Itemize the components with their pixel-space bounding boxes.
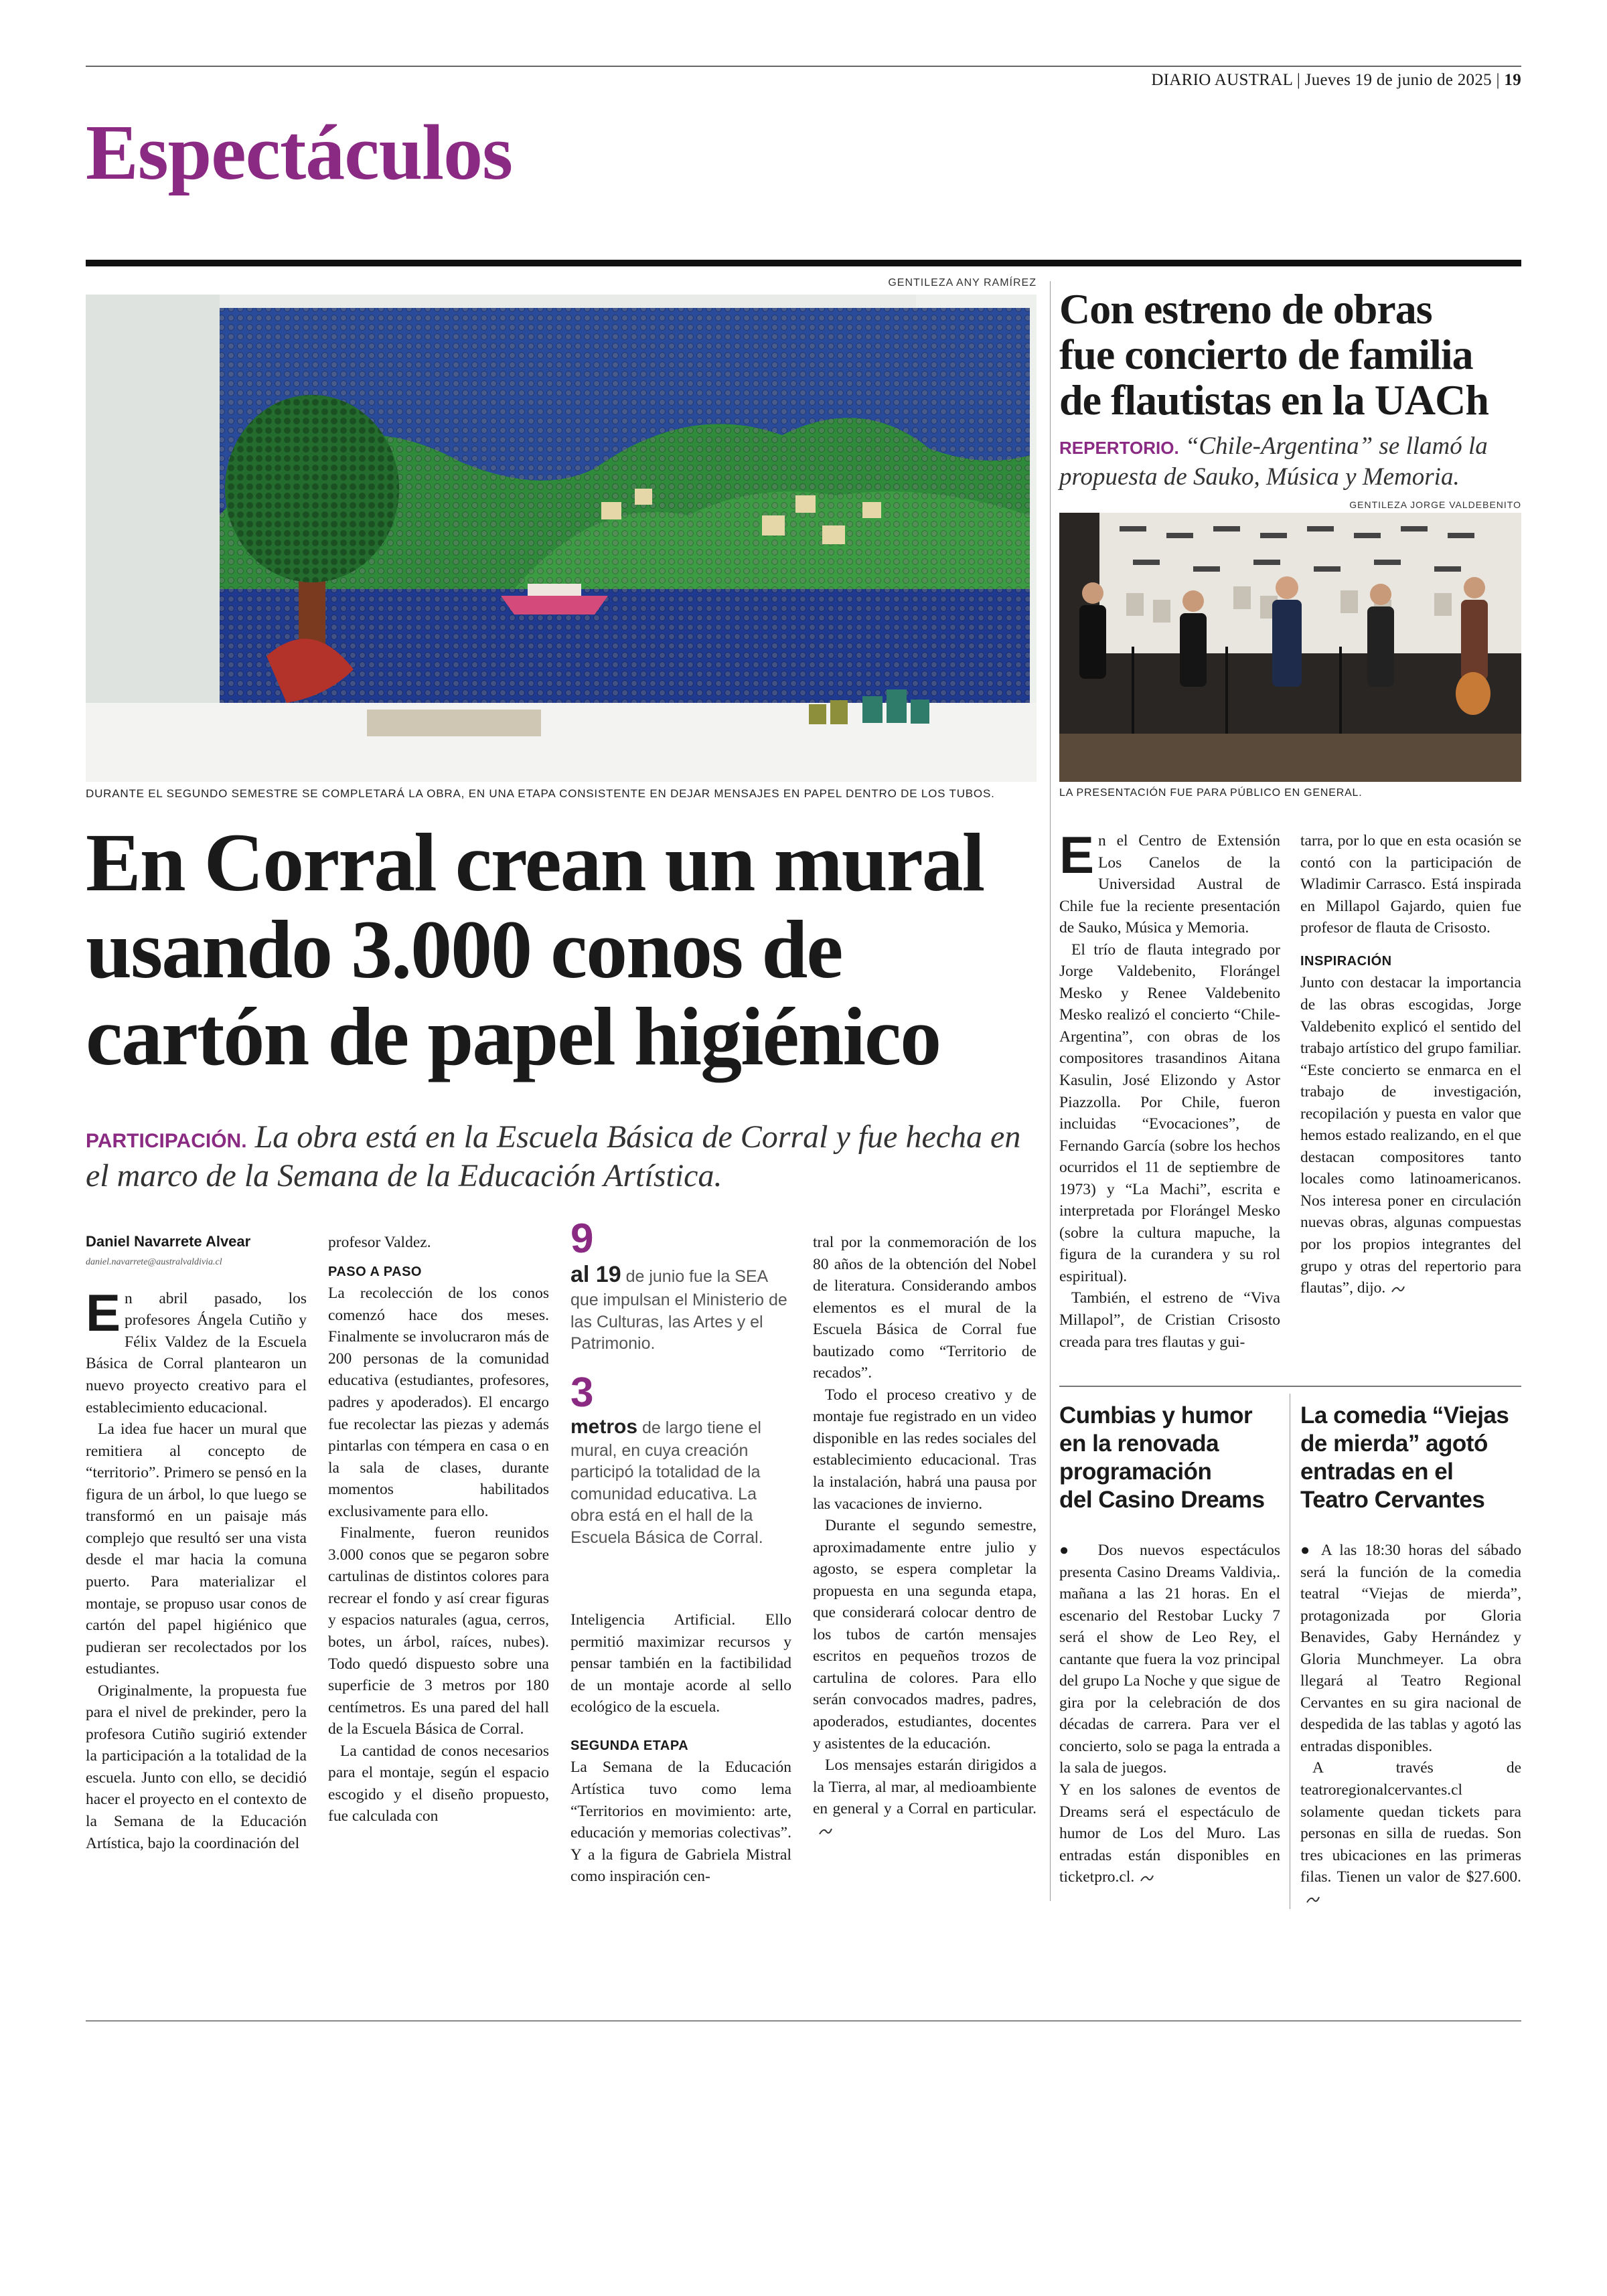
main-col2-subhead: PASO A PASO xyxy=(328,1264,422,1279)
brief2-p1: A las 18:30 horas del sábado será la función de la comedia teatral “Viejas de mierda”, protagonizada por Gloria Benavides, Gaby Hernández y Gloria Munchmeyer. La obra llegará al Teatro Regional Cervantes en su gira nacional de despedida de las tablas y agotó las entradas disponibles. xyxy=(1300,1542,1521,1755)
second-col1-p1: n el Centro de Extensión Los Canelos de la Universidad Austral de Chile fue la reciente presentación de Sauko, Música y Memoria. xyxy=(1059,832,1280,937)
mural-image xyxy=(86,295,1037,782)
drop-cap: E xyxy=(86,1283,121,1342)
main-photo-credit: GENTILEZA ANY RAMÍREZ xyxy=(888,277,1037,289)
page-number: 19 xyxy=(1504,71,1521,89)
second-column-1 xyxy=(1059,825,1280,1353)
main-col4-p2: Todo el proceso creativo y de montaje fue registrado en un video disponible en las redes sociales del establecimiento educacional. Tras la instalación, habrá una pausa por las vacaciones de invierno. xyxy=(813,1386,1037,1513)
second-col1-p3: También, el estreno de “Viva Millapol”, de Cristian Crisosto creada para tres flautas y gui- xyxy=(1059,1289,1280,1351)
brief2-body xyxy=(1300,1540,1521,1910)
bottom-rule xyxy=(86,2020,1521,2022)
main-column-2 xyxy=(328,1232,549,1827)
top-rule xyxy=(86,66,1521,67)
brief1-body xyxy=(1059,1540,1280,1888)
bullet-icon: ● xyxy=(1300,1542,1321,1559)
main-col2-p0: profesor Valdez. xyxy=(328,1234,431,1251)
main-col1-p3: Originalmente, la propuesta fue para el nivel de prekinder, pero la profesora Cutiño sugirió extender la participación a la totalidad de la escuela. Junto con ello, se decidió hacer el proyecto en el contexto de la Semana de la Educación Artística, bajo la coordinación del xyxy=(86,1682,307,1852)
main-col1-p1: n abril pasado, los profesores Ángela Cutiño y Félix Valdez de la Escuela Básica de Corral plantearon un nuevo proyecto creativo para el establecimiento educacional. xyxy=(86,1289,307,1416)
second-deck xyxy=(1059,431,1521,493)
second-col2-p1: tarra, por lo que en esta ocasión se contó con la participación de Wladimir Carrasco. Está inspirada en Millapol Gajardo, quien fue profesor de flauta de Crisosto. xyxy=(1300,832,1521,937)
main-column-1 xyxy=(86,1232,307,1854)
main-column-4 xyxy=(813,1232,1037,1841)
second-photo-caption: LA PRESENTACIÓN FUE PARA PÚBLICO EN GENERAL. xyxy=(1059,787,1363,799)
main-col3-p2: La Semana de la Educación Artística tuvo como lema “Territorios en movimiento: arte, educación y memorias colectivas”. Y a la figura de Gabriela Mistral como inspiración cen- xyxy=(570,1758,791,1886)
fact1-text: de junio fue la SEA que impulsan el Ministerio de las Culturas, las Artes y el Patrimonio. xyxy=(570,1267,787,1354)
brief1-p1: Dos nuevos espectáculos presenta Casino Dreams Valdivia,. mañana a las 21 horas. En el escenario del Restobar Lucky 7 será el show de Leo Rey, el cantante que fuera la voz principal del grupo La Noche y que sigue de gira por la celebración de dos décadas de carrera. Para ver el concierto, solo se paga la entrada a la sala de juegos. xyxy=(1059,1542,1280,1777)
main-headline xyxy=(86,819,984,1081)
second-col2-p2: Junto con destacar la importancia de las obras escogidas, Jorge Valdebenito explicó el sentido del trabajo artístico del grupo familiar. “Este concierto se enmarca en el trabajo de investigación, recopilación y puesta en valor que hemos estado realizando, en el que destacan compositores tanto locales como latinoamericanos. Nos interesa poner en circulación nuevas obras, algunas compuestas por los propios integrantes del grupo y otras del repertorio para flautas”, dijo. xyxy=(1300,974,1521,1297)
concert-image xyxy=(1059,513,1521,782)
main-headline-line2: usando 3.000 conos de xyxy=(86,904,842,996)
second-headline-line3: de flautistas en la UACh xyxy=(1059,376,1488,424)
end-mark-icon xyxy=(1306,1896,1320,1904)
issue-date: Jueves 19 de junio de 2025 xyxy=(1304,71,1492,89)
second-col2-subhead: INSPIRACIÓN xyxy=(1300,953,1392,969)
brief2-headline: La comedia “Viejas de mierda” agotó entradas en el Teatro Cervantes xyxy=(1300,1402,1509,1513)
fact2 xyxy=(570,1414,791,1549)
brief2-p2: A través de teatroregionalcervantes.cl solamente quedan tickets para personas en silla de ruedas. Son tres ubicaciones en las primeras filas. Tienen un valor de $27.600. xyxy=(1300,1759,1521,1886)
second-col1-p2: El trío de flauta integrado por Jorge Valdebenito, Florángel Mesko y Renee Valdebenito Mesko realizó el concierto “Chile-Argentina”, con obras de los compositores trasandinos Aitana Kasulin, José Elizondo y Astor Piazzolla. Por Chile, fueron incluidas “Evocaciones”, de Fernando García (sobre los hechos ocurridos el 11 de septiembre de 1973) y “La Machi”, escrita e interpretada por Florángel Mesko (sobre la cultura mapuche, la figura de la curandera y su rol espiritual). xyxy=(1059,940,1280,1285)
second-photo-credit: GENTILEZA JORGE VALDEBENITO xyxy=(1349,499,1521,510)
main-col4-p3: Durante el segundo semestre, aproximadamente entre julio y agosto, se espera completar la propuesta en una segunda etapa, que considerará colocar dentro de los tubos de cartón mensajes escritos en pequeños trozos de cartulina de colores. Para ello serán convocados madres, padres, apoderados, estudiantes, docentes y asistentes de la educación. xyxy=(813,1517,1037,1752)
main-kicker: PARTICIPACIÓN. xyxy=(86,1130,247,1152)
main-col4-p1: tral por la conmemoración de los 80 años de la obtención del Nobel de literatura. Considerando ambos elementos es el mural de la Escuela Básica de Corral fue bautizado como “Territorio de recados”. xyxy=(813,1234,1037,1382)
main-col2-p3: La cantidad de conos necesarios para el montaje, según el espacio escogido y el diseño propuesto, fue calculada con xyxy=(328,1742,549,1825)
byline-email: daniel.navarrete@australvaldivia.cl xyxy=(86,1257,222,1268)
fact2-number: 3 xyxy=(570,1369,594,1416)
section-rule xyxy=(86,260,1521,266)
fact2-lead: metros xyxy=(570,1415,638,1438)
fact1 xyxy=(570,1260,791,1355)
fact1-lead: al 19 xyxy=(570,1262,621,1287)
brief1-p2: Y en los salones de eventos de Dreams será el espectáculo de humor de Los del Muro. Las entradas están disponibles en ticketpro.cl. xyxy=(1059,1781,1280,1886)
main-col2-p2: Finalmente, fueron reunidos 3.000 conos que se pegaron sobre cartulinas de distintos colores para recrear el fondo y así crear figuras y espacios naturales (agua, cerros, botes, un árbol, raíces, nubes). Todo quedó dispuesto sobre una superficie de 3 metros por 180 centímetros. Es una pared del hall de la Escuela Básica de Corral. xyxy=(328,1524,549,1738)
end-mark-icon xyxy=(1140,1874,1154,1882)
second-column-2 xyxy=(1300,830,1521,1299)
main-col2-p1: La recolección de los conos comenzó hace dos meses. Finalmente se involucraron más de 200 personas de la comunidad educativa (estudiantes, profesores, padres y apoderados). El encargo fue recolectar las piezas y además pintarlas con témpera en casa o en la sala de clases, durante momentos habilitados exclusivamente para ello. xyxy=(328,1285,549,1520)
second-headline xyxy=(1059,286,1488,422)
fact2-text: de largo tiene el mural, en cuya creación participó la totalidad de la comunidad educativa. La obra está en el hall de la Escuela Básica de Corral. xyxy=(570,1418,763,1547)
fact1-number: 9 xyxy=(570,1216,594,1262)
facts-box xyxy=(570,1218,791,1548)
end-mark-icon xyxy=(1391,1285,1405,1293)
main-col3-p1: Inteligencia Artificial. Ello permitió maximizar recursos y pensar también en la factibilidad de un montaje acorde al sello ecológico de la escuela. xyxy=(570,1611,791,1716)
main-column-3 xyxy=(570,1609,791,1888)
main-headline-line3: cartón de papel higiénico xyxy=(86,991,941,1083)
main-photo-caption: DURANTE EL SEGUNDO SEMESTRE SE COMPLETARÁ LA OBRA, EN UNA ETAPA CONSISTENTE EN DEJAR MENSAJES EN PAPEL DENTRO DE LOS TUBOS. xyxy=(86,787,995,800)
concert-photo xyxy=(1059,513,1521,782)
second-headline-line1: Con estreno de obras xyxy=(1059,285,1432,333)
section-title: Espectáculos xyxy=(86,108,512,196)
column-divider xyxy=(1050,281,1051,1901)
main-deck xyxy=(86,1118,1037,1195)
second-deck-text: “Chile-Argentina” se llamó la propuesta de Sauko, Música y Memoria. xyxy=(1059,432,1488,491)
paper-name: DIARIO AUSTRAL xyxy=(1151,71,1293,89)
bullet-icon: ● xyxy=(1059,1542,1098,1559)
main-col3-subhead: SEGUNDA ETAPA xyxy=(570,1738,689,1753)
second-headline-line2: fue concierto de familia xyxy=(1059,330,1473,378)
byline-author: Daniel Navarrete Alvear xyxy=(86,1233,251,1250)
briefs-rule xyxy=(1059,1386,1521,1387)
main-col4-p4: Los mensajes estarán dirigidos a la Tierra, al mar, al medioambiente en general y a Corral en particular. xyxy=(813,1754,1037,1841)
second-drop-cap: E xyxy=(1059,825,1095,884)
main-deck-text: La obra está en la Escuela Básica de Corral y fue hecha en el marco de la Semana de la Educación Artística. xyxy=(86,1119,1021,1194)
page-header: DIARIO AUSTRAL | Jueves 19 de junio de 2025 | 19 xyxy=(1151,71,1521,89)
mural-photo xyxy=(86,295,1037,782)
main-col1-p2: La idea fue hacer un mural que remitiera al concepto de “territorio”. Primero se pensó en la figura de un árbol, lo que luego se transformó en un paisaje más complejo que resultó ser una vista desde el mar hacia la comuna puerto. Para materializar el montaje, se propuso usar conos de cartón del papel higiénico que pudieran ser recolectados por los estudiantes. xyxy=(86,1420,307,1678)
main-headline-line1: En Corral crean un mural xyxy=(86,817,984,908)
brief1-headline: Cumbias y humor en la renovada programación del Casino Dreams xyxy=(1059,1402,1265,1513)
end-mark-icon xyxy=(818,1827,833,1835)
second-kicker: REPERTORIO. xyxy=(1059,438,1179,458)
